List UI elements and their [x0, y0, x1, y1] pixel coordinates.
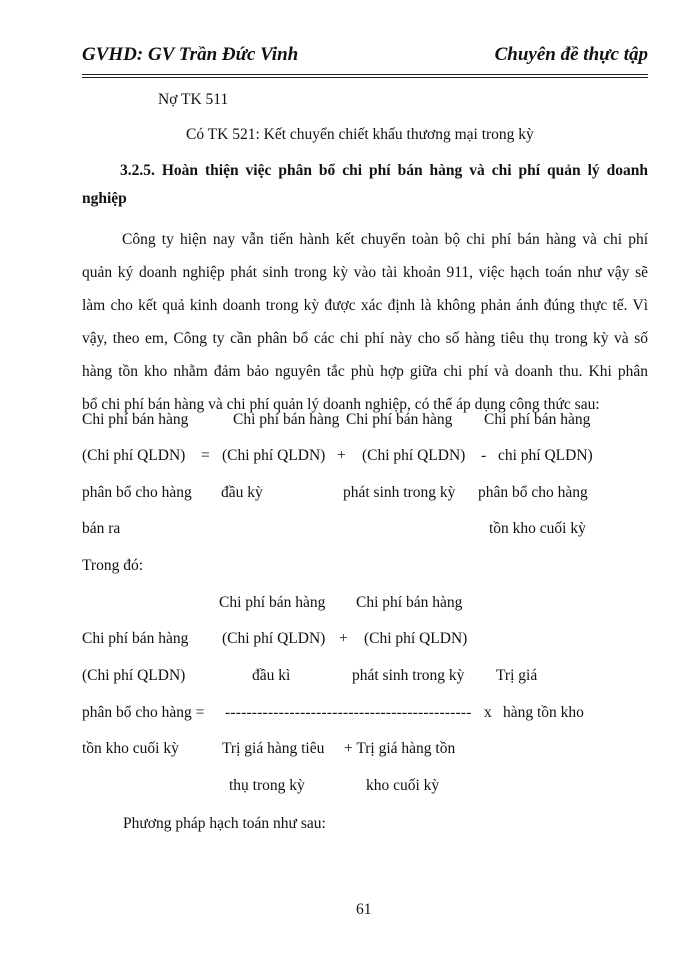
plus-sign: +: [337, 447, 346, 464]
formula2-r3-c3: phát sinh trong kỳ: [352, 667, 465, 684]
body-paragraph: [82, 223, 648, 421]
paragraph-line: Công ty hiện nay vẫn tiến hành kết chuyển toàn bộ chi phí bán hàng và chi phí: [122, 231, 648, 248]
equals-sign: =: [201, 447, 210, 464]
formula2-r5-c2: Trị giá hàng tiêu: [222, 740, 325, 757]
multiply-sign: x: [484, 704, 492, 721]
header-instructor: GVHD: GV Trần Đức Vinh: [82, 44, 299, 65]
formula1-r3-c1: phân bổ cho hàng: [82, 484, 192, 501]
formula2-r6-c2: kho cuối kỳ: [366, 777, 440, 794]
section-heading-line-1: 3.2.5. Hoàn thiện việc phân bổ chi phí bán hàng và chi phí quản lý doanh: [120, 162, 648, 179]
formula2-r2-c2: (Chi phí QLDN): [222, 630, 326, 647]
credit-entry: Có TK 521: Kết chuyển chiết khấu thương mại trong kỳ: [186, 126, 534, 143]
header-rule-inner: [82, 77, 648, 78]
fraction-bar: ----------------------------------------------: [225, 704, 472, 721]
formula2-r3-c1: (Chi phí QLDN): [82, 667, 186, 684]
formula1-r3-c3: phát sinh trong kỳ: [343, 484, 456, 501]
minus-sign: -: [481, 447, 487, 464]
formula2-r6-c1: thụ trong kỳ: [229, 777, 305, 794]
plus-sign: +: [339, 630, 348, 647]
page-number: 61: [356, 901, 372, 918]
formula1-r3-c2: đầu kỳ: [221, 484, 263, 501]
formula1-r4-c2: tồn kho cuối kỳ: [489, 520, 586, 537]
formula1-r2-c4: chi phí QLDN): [498, 447, 593, 464]
formula1-r2-c1: (Chi phí QLDN): [82, 447, 186, 464]
header-rule: [82, 74, 648, 75]
formula1-r2-c2: (Chi phí QLDN): [222, 447, 326, 464]
formula1-r1-c2: Chi phí bán hàng: [233, 411, 340, 428]
paragraph-line: hàng tồn kho nhằm đảm bảo nguyên tắc phù hợp giữa chi phí và doanh thu. Khi phân: [82, 363, 648, 380]
formula2-r2-c3: (Chi phí QLDN): [364, 630, 468, 647]
formula2-r3-c4: Trị giá: [496, 667, 538, 684]
paragraph-line: quản ký doanh nghiệp phát sinh trong kỳ vào tài khoản 911, việc hạch toán như vậy sẽ: [82, 264, 648, 281]
formula1-r3-c4: phân bổ cho hàng: [478, 484, 588, 501]
formula1-r1-c4: Chi phí bán hàng: [484, 411, 591, 428]
formula2-r4-c1: phân bổ cho hàng =: [82, 704, 205, 721]
formula2-r1-c1: Chi phí bán hàng: [219, 594, 326, 611]
method-label: Phương pháp hạch toán như sau:: [123, 815, 326, 832]
formula2-r5-c1: tồn kho cuối kỳ: [82, 740, 179, 757]
paragraph-line: vậy, theo em, Công ty cần phân bổ các chi phí này cho số hàng tiêu thụ trong kỳ và số: [82, 330, 648, 347]
where-label: Trong đó:: [82, 557, 144, 574]
formula1-r1-c3: Chi phí bán hàng: [346, 411, 453, 428]
header-title: Chuyên đề thực tập: [494, 44, 648, 65]
formula2-r4-c4: hàng tồn kho: [503, 704, 584, 721]
formula2-r1-c2: Chi phí bán hàng: [356, 594, 463, 611]
formula2-r3-c2: đầu kì: [252, 667, 291, 684]
formula1-r4-c1: bán ra: [82, 520, 121, 537]
formula1-r1-c1: Chi phí bán hàng: [82, 411, 189, 428]
section-heading: [82, 157, 648, 213]
paragraph-line: bổ chi phí bán hàng và chi phí quản lý doanh nghiệp, có thể áp dụng công thức sau:: [82, 396, 600, 413]
debit-entry: Nợ TK 511: [158, 91, 229, 108]
formula2-r2-c1: Chi phí bán hàng: [82, 630, 189, 647]
section-heading-line-2: nghiệp: [82, 190, 127, 207]
formula1-r2-c3: (Chi phí QLDN): [362, 447, 466, 464]
paragraph-line: làm cho kết quả kinh doanh trong kỳ được xác định là không phản ánh đúng thực tế. Vì: [82, 297, 648, 314]
formula2-r5-c3: + Trị giá hàng tồn: [344, 740, 456, 757]
